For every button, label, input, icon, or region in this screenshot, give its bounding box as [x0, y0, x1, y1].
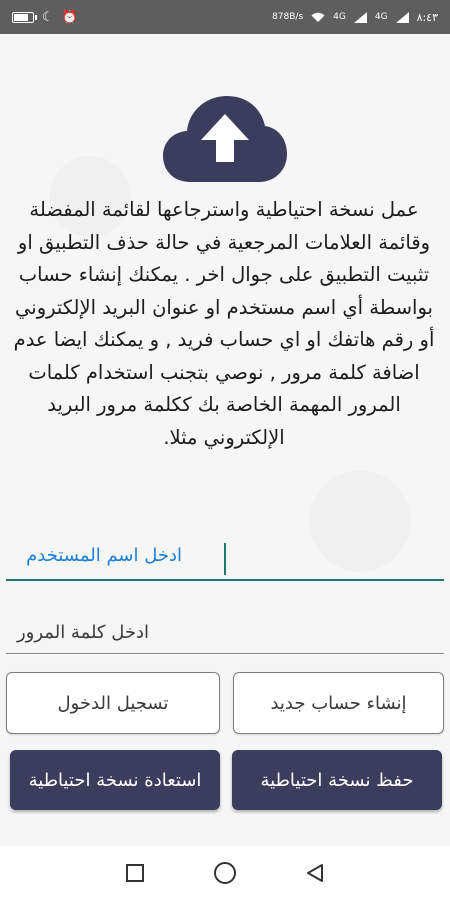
status-bar [0, 0, 450, 34]
login-button[interactable]: تسجيل الدخول [6, 672, 220, 734]
text-cursor [224, 543, 226, 575]
username-placeholder: ادخل اسم المستخدم [26, 545, 182, 566]
backup-screen [0, 34, 450, 846]
recent-apps-icon [125, 863, 145, 883]
clock: ٨:٤٣ [416, 10, 438, 24]
back-button[interactable] [301, 859, 329, 887]
battery-icon [12, 12, 34, 23]
recent-apps-button[interactable] [121, 859, 149, 887]
home-icon [213, 861, 237, 885]
username-field[interactable] [6, 539, 444, 581]
back-icon [304, 862, 326, 884]
description-text: عمل نسخة احتياطية واسترجاعها لقائمة المفضلة وقائمة العلامات المرجعية في حالة حذف التطبيق او تثبيت التطبيق على جوال اخر . يمكنك إنشاء حساب بواسطة أي اسم مستخدم او عنوان البريد الإلكتروني أو رقم هاتفك او اي حساب فريد , و يمكنك ايضا عدم اضافة كلمة مرور , نوصي بتجنب استخدام كلمات المرور المهمة الخاصة بك ككلمة مرور البريد الإلكتروني مثلا. [13, 198, 435, 449]
moon-icon: ☾ [42, 9, 54, 25]
password-field[interactable] [6, 614, 444, 654]
save-backup-button[interactable]: حفظ نسخة احتياطية [232, 750, 442, 810]
signal-label-1: 4G [333, 12, 346, 22]
signal-icon [354, 12, 367, 23]
status-right [272, 11, 438, 24]
status-left [12, 11, 78, 24]
cloud-upload-icon [161, 94, 289, 184]
network-speed: 878B/s [272, 12, 304, 22]
wifi-icon [311, 12, 325, 23]
signal-label-2: 4G [374, 12, 388, 22]
create-account-button[interactable]: إنشاء حساب جديد [233, 672, 444, 734]
password-placeholder: ادخل كلمة المرور [16, 622, 149, 643]
navigation-bar [0, 846, 450, 900]
home-button[interactable] [211, 859, 239, 887]
restore-backup-button[interactable]: استعادة نسخة احتياطية [10, 750, 220, 810]
signal-icon-2 [396, 12, 409, 23]
alarm-icon: ⏰ [61, 9, 78, 25]
